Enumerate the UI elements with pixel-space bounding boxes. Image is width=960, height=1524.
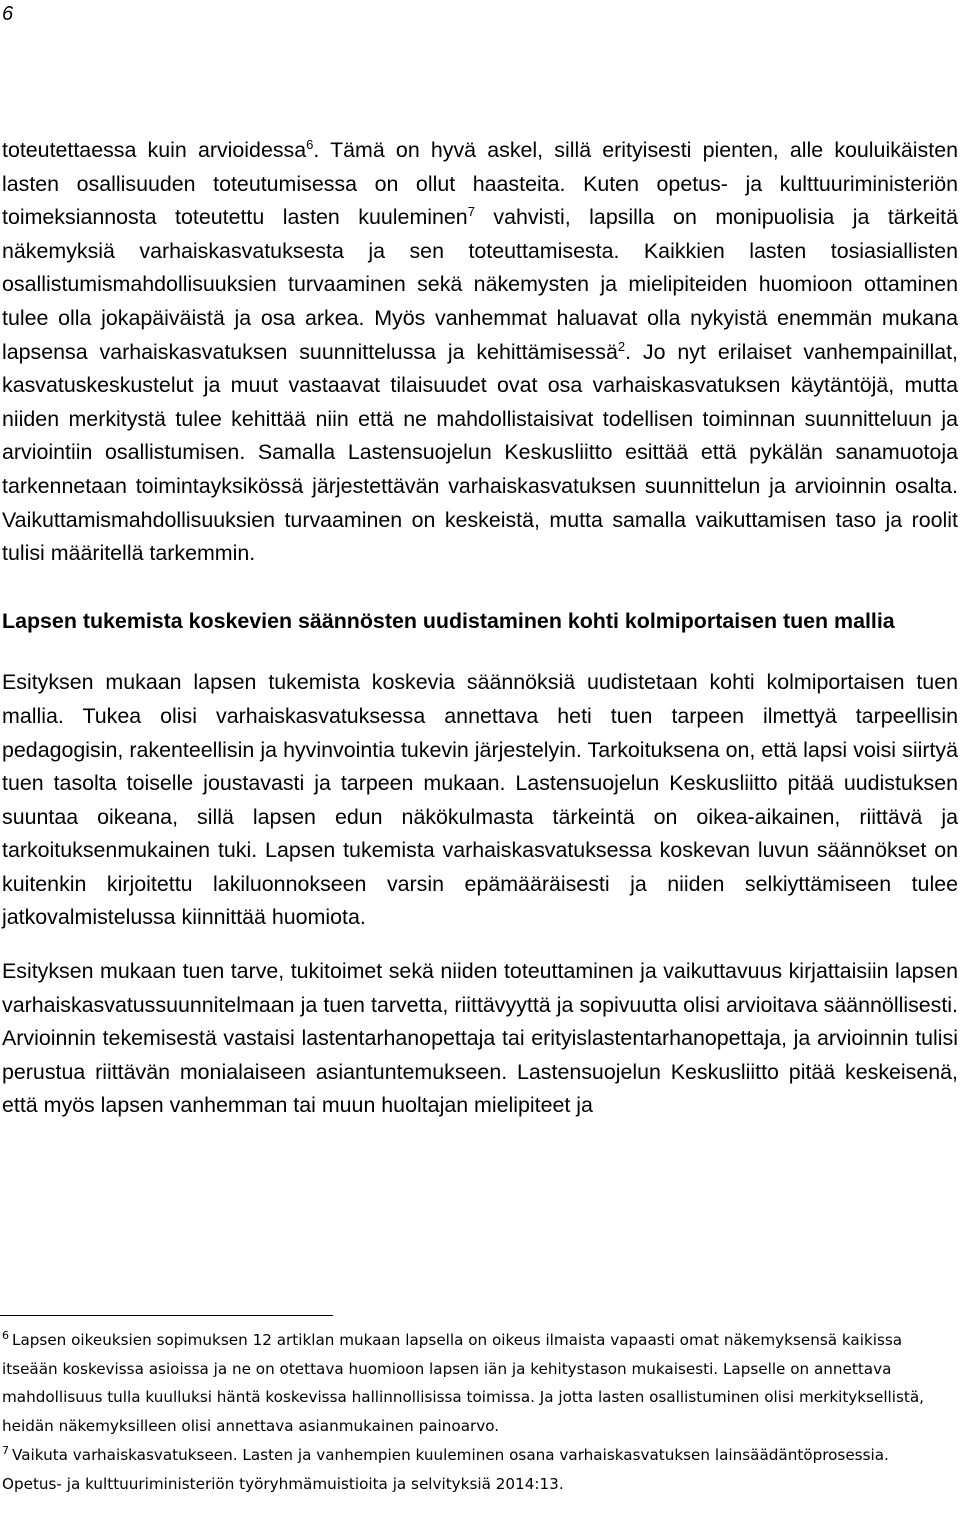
body-paragraph-support-model: Esityksen mukaan lapsen tukemista koskevia säännöksiä uudistetaan kohti kolmiportaisen tuen mallia. Tukea olisi varhaiskasvatuksessa annettava heti tuen tarpeen ilmettyä tarpeellisin pedagogisin, rakenteellisin ja hyvinvointia tukevin järjestelyin. Tarkoituksena on, että lapsi voisi siirtyä tuen tasolta toiselle joustavasti ja tarpeen mukaan. Lastensuojelun Keskusliitto pitää uudistuksen suuntaa oikeana, sillä lapsen edun näkökulmasta tärkeintä on oikea-aikainen, riittävä ja tarkoituksenmukainen tuki. Lapsen tukemista varhaiskasvatuksessa koskevan luvun säännökset on kuitenkin kirjoitettu lakiluonnokseen varsin epämääräisesti ja niiden selkiyttämiseen tulee jatkovalmistelussa kiinnittää huomiota. (2, 670, 958, 930)
paragraph-text: . Jo nyt erilaiset vanhempainillat, kasvatuskeskustelut ja muut vastaavat tilaisuudet ovat osa varhaiskasvatuksen käytäntöjä, mutta niiden merkitystä tulee kehittää niin että ne mahdollistaisivat todellisen toiminnan suunnitteluun ja arviointiin osallistumisen. Samalla Lastensuojelun Keskusliitto esittää että pykälän sanamuotoja tarkennetaan toimintayksikössä järjestettävän varhaiskasvatuksen suunnittelun ja arvioinnin osalta. Vaikuttamismahdollisuuksien turvaaminen on keskeistä, mutta samalla vaikuttamisen taso ja roolit tulisi määritellä tarkemmin. (2, 339, 958, 566)
footnote-text: Lapsen oikeuksien sopimuksen 12 artiklan mukaan lapsella on oikeus ilmaista vapaasti omat näkemyksensä kaikissa itseään koskevissa asioissa ja ne on otettava huomioon lapsen iän ja kehitystason mukaisesti. Lapselle on annettava mahdollisuus tulla kuulluksi häntä koskevissa hallinnollisissa toimissa. Ja jotta lasten osallistuminen olisi merkityksellistä, heidän näkemyksilleen olisi annettava asianmukainen painoarvo. (2, 1331, 925, 1436)
paragraph-text: vahvisti, lapsilla on monipuolisia ja tärkeitä näkemyksiä varhaiskasvatuksesta ja sen toteuttamisesta. Kaikkien lasten tosiasiallisten osallistumismahdollisuuksien turvaaminen sekä näkemysten ja mielipiteiden huomioon ottaminen tulee olla jokapäiväistä ja osa arkea. Myös vanhemmat haluavat olla nykyistä enemmän mukana lapsensa varhaiskasvatuksen suunnittelussa ja kehittämisessä (2, 205, 958, 364)
paragraph-text: toteutettaessa kuin arvioidessa (2, 138, 307, 162)
page-number: 6 (2, 3, 14, 25)
section-heading: Lapsen tukemista koskevien säännösten uudistaminen kohti kolmiportaisen tuen mallia (2, 608, 895, 633)
footnotes (2, 1326, 942, 1498)
footnote-text: Vaikuta varhaiskasvatukseen. Lasten ja vanhempien kuuleminen osana varhaiskasvatuksen lainsäädäntöprosessia. Opetus- ja kulttuuriministeriön työryhmämuistioita ja selvityksiä 2014:13. (2, 1445, 889, 1493)
paragraph-text: . Tämä on hyvä askel, sillä erityisesti pienten, alle kouluikäisten lasten osallisuuden toteutumisessa on ollut haasteita. Kuten opetus- ja kulttuuriministeriön toimeksiannosta toteutettu lasten kuuleminen (2, 138, 958, 230)
footnote-reference: 7 (467, 204, 475, 220)
footnote (2, 1326, 942, 1441)
footnote-mark: 6 (2, 1329, 9, 1342)
footnote (2, 1441, 942, 1498)
footnote-reference: 6 (306, 137, 314, 152)
main-content (2, 134, 958, 1123)
body-paragraph-participation (2, 134, 958, 571)
footnote-reference: 2 (617, 338, 626, 354)
footnote-separator (0, 1315, 333, 1316)
footnote-mark: 7 (2, 1443, 9, 1457)
body-paragraph-support-assessment: Esityksen mukaan tuen tarve, tukitoimet sekä niiden toteuttaminen ja vaikuttavuus kirjattaisiin lapsen varhaiskasvatussuunnitelmaan ja tuen tarvetta, riittävyyttä ja sopivuutta olisi arvioitava säännöllisesti. Arvioinnin tekemisestä vastaisi lastentarhanopettaja tai erityislastentarhanopettaja, ja arvioinnin tulisi perustua riittävän monialaiseen asiantuntemukseen. Lastensuojelun Keskusliitto pitää keskeisenä, että myös lapsen vanhemman tai muun huoltajan mielipiteet ja (2, 959, 958, 1118)
